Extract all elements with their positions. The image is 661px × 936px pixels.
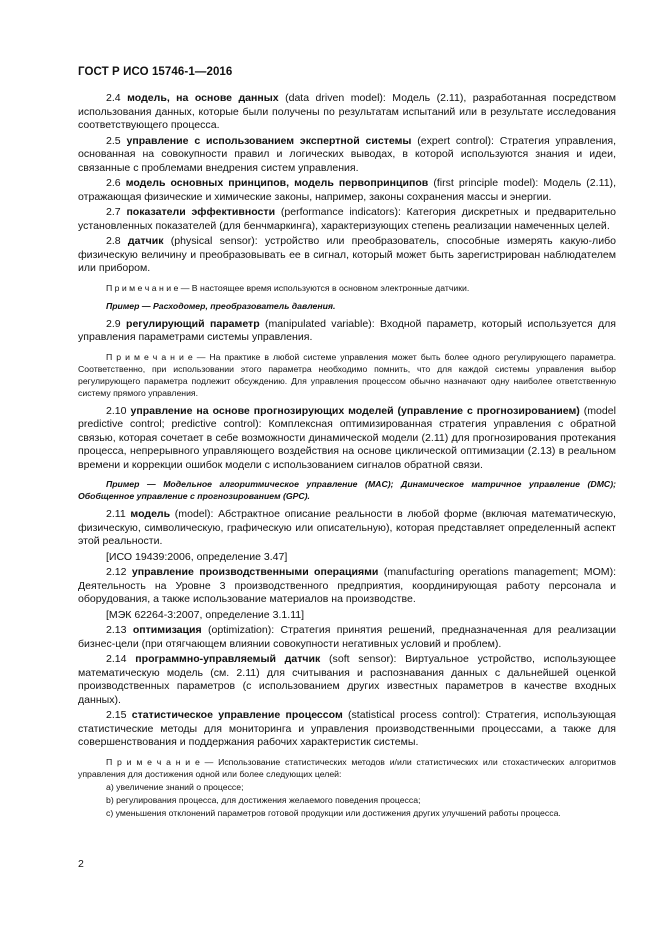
definition-term: управление на основе прогнозирующих моделей (управление с прогнозированием) — [130, 404, 580, 417]
definition-number: 2.7 — [106, 206, 121, 218]
definition-text: (optimization): Стратегия принятия решений, предназначенная для реализации бизнес-цели (при отягчающем влиянии совокупности негативных условий и проблем). — [78, 624, 616, 650]
definition-2-9 — [78, 318, 616, 345]
definition-term: модель, на основе данных — [127, 92, 279, 104]
definition-number: 2.4 — [106, 92, 121, 104]
list-item-a: a) увеличение знаний о процессе; — [106, 781, 244, 792]
definition-number: 2.13 — [106, 624, 127, 636]
definition-number: 2.9 — [106, 317, 121, 330]
definition-number: 2.10 — [106, 404, 127, 417]
page-content — [78, 92, 616, 820]
list-item-c: c) уменьшения отклонений параметров готовой продукции или достижения других улучшений работы процесса. — [106, 807, 561, 818]
definition-2-8 — [78, 235, 616, 276]
definition-2-4 — [78, 92, 616, 133]
definition-text: (performance indicators): Категория дискретных и предварительно установленных показателей (для бенчмаркинга), характеризующих степень реализации намеченных целей. — [78, 206, 616, 232]
definition-text: (manipulated variable): Входной параметр, который используется для управления параметрами системы управления. — [78, 317, 616, 343]
note-2-9 — [78, 351, 616, 399]
example-2-10: Пример — Модельное алгоритмическое управление (MAC); Динамическое матричное управление (DMC); Обобщенное управление с прогнозированием (GPC). — [78, 479, 616, 501]
definition-number: 2.8 — [106, 235, 121, 247]
note-label: П р и м е ч а н и е — [106, 351, 193, 362]
definition-2-7 — [78, 206, 616, 233]
reference-2-11: [ИСО 19439:2006, определение 3.47] — [106, 550, 288, 563]
definition-text: (statistical process control): Стратегия, использующая статистические методы для мониторинга и управления производственными процессами, а также для совершенствования и поддержания рабочих характеристик системы. — [78, 709, 616, 748]
definition-term: модель основных принципов, модель первопринципов — [125, 177, 429, 189]
note-2-15 — [78, 756, 616, 780]
definition-2-12 — [78, 566, 616, 607]
definition-number: 2.6 — [106, 177, 121, 189]
definition-number: 2.12 — [106, 566, 127, 578]
definition-2-5 — [78, 135, 616, 176]
definition-2-15 — [78, 709, 616, 750]
definition-text: (model): Абстрактное описание реальности в любой форме (включая математическую, физическую, символическую, графическую или описательную), которая представляет определенный аспект этой реальности. — [78, 508, 616, 547]
definition-2-6 — [78, 177, 616, 204]
definition-2-10 — [78, 405, 616, 473]
definition-number: 2.15 — [106, 709, 127, 721]
note-text: — Использование статистических методов и/или статистических или стохастических алгоритмов управления для достижения одной или более следующих целей: — [78, 756, 616, 779]
definition-term: управление с использованием экспертной системы — [126, 134, 412, 147]
example-2-8: Пример — Расходомер, преобразователь давления. — [106, 300, 336, 311]
definition-2-11 — [78, 508, 616, 549]
definition-text: (physical sensor): устройство или преобразователь, способные измерять какую-либо физическую величину и преобразовывать ее в сигнал, который может быть зарегистрирован наблюдателем или прибором. — [78, 235, 616, 274]
standard-header: ГОСТ Р ИСО 15746-1—2016 — [78, 66, 233, 78]
definition-term: модель — [130, 508, 171, 520]
definition-2-14 — [78, 653, 616, 707]
definition-term: управление производственными операциями — [131, 566, 379, 578]
definition-term: показатели эффективности — [126, 206, 276, 218]
definition-term: статистическое управление процессом — [131, 709, 343, 721]
definition-text: (data driven model): Модель (2.11), разработанная посредством использования данных, которые были получены по результатам испытаний или в результате исследования соответствующего процесса. — [78, 92, 616, 131]
definition-text: (manufacturing operations management; MOM): Деятельность на Уровне 3 производственного предприятия, координирующая работу персонала и оборудования, а также использование материалов на производстве. — [78, 566, 617, 605]
definition-term: оптимизация — [132, 624, 202, 636]
definition-text: (first principle model): Модель (2.11), отражающая физические и химические законы, например, законы сохранения массы и энергии. — [78, 177, 616, 203]
note-label: П р и м е ч а н и е — [106, 282, 179, 293]
page-number: 2 — [78, 858, 84, 870]
note-text: — На практике в любой системе управления может быть более одного регулирующего параметра. Соответственно, при использовании этого параметра необходимо помнить, что для каждой системы управления выбор регулирующего параметра подлежит обсуждению. Для управления процессом обычно назначают одну наиболее ответственную систему прямого управления. — [78, 351, 616, 398]
definition-term: регулирующий параметр — [126, 317, 260, 330]
definition-number: 2.14 — [106, 653, 127, 665]
definition-term: программно-управляемый датчик — [135, 653, 321, 665]
definition-2-13 — [78, 624, 616, 651]
note-text: — В настоящее время используются в основном электронные датчики. — [178, 282, 470, 293]
definition-text: (model predictive control; predictive control): Комплексная оптимизированная стратегия управления с обратной связью, которая сочетает в себе возможности динамической модели (2.11) для прогнозирования протекания процесса, непрерывного управляющего воздействия на основе циклической оптимизации (2.13) в реальном времени и коррекции ошибок модели с использованием сигналов обратной связи. — [78, 404, 616, 471]
definition-number: 2.11 — [106, 508, 126, 520]
reference-2-12: [МЭК 62264-3:2007, определение 3.1.11] — [106, 608, 305, 621]
definition-term: датчик — [127, 235, 164, 247]
definition-number: 2.5 — [106, 134, 121, 147]
note-label: П р и м е ч а н и е — [106, 756, 200, 767]
list-item-b: b) регулирования процесса, для достижения желаемого поведения процесса; — [106, 794, 421, 805]
definition-text: (soft sensor): Виртуальное устройство, использующее математическую модель (см. 2.11) для считывания и распознавания данных с дальнейшей оценкой производственных параметров (с использованием других известных параметров в качестве входных данных). — [78, 653, 616, 706]
definition-text: (expert control): Стратегия управления, основанная на совокупности правил и логических выводах, в которой используются знания и идеи, связанные с проблемами внедрения систем управления. — [78, 134, 616, 174]
note-2-8 — [78, 282, 616, 294]
